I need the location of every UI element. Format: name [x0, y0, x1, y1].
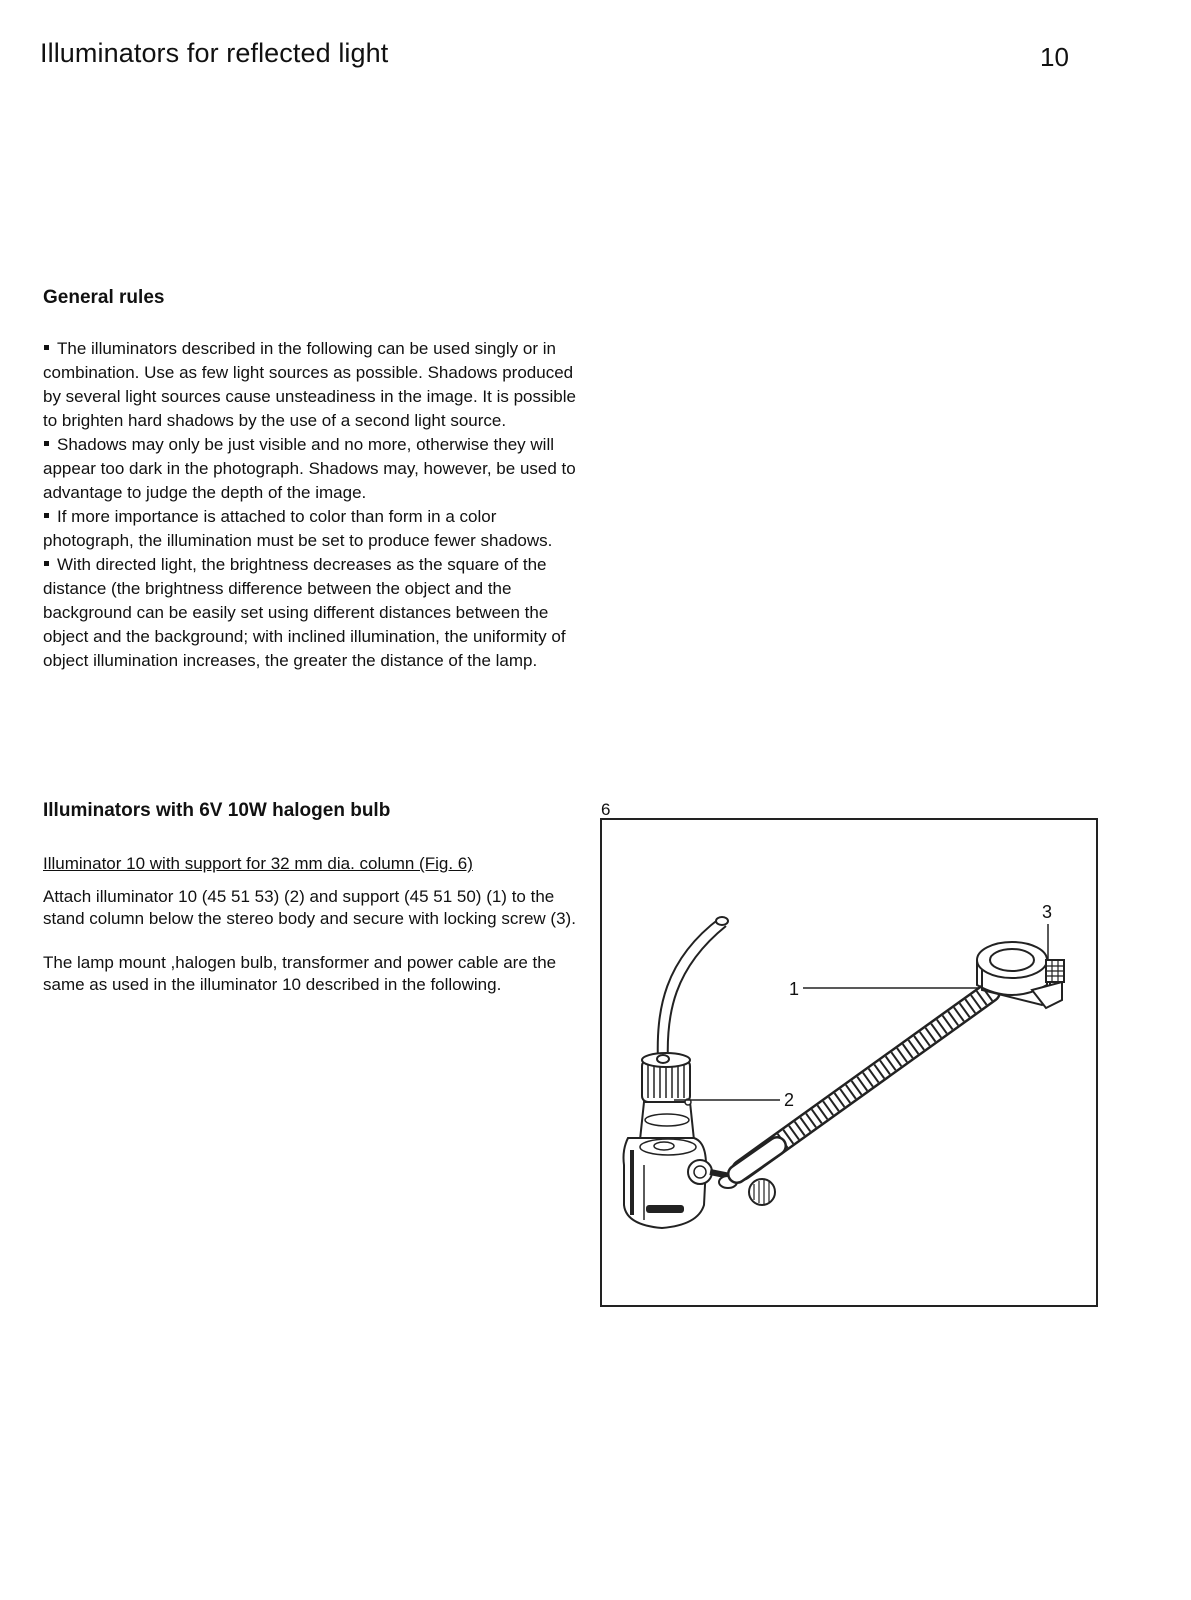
rule-item — [43, 433, 583, 505]
connector-knob-center — [694, 1166, 706, 1178]
support-ring-hole — [990, 949, 1034, 971]
cap-knurling — [648, 1064, 684, 1098]
lamp-note: The lamp mount ,halogen bulb, transformer and power cable are the same as used in the illuminator 10 described in the following. — [43, 953, 557, 994]
housing-opening — [654, 1142, 674, 1150]
rule-item — [43, 337, 583, 433]
general-rules-heading: General rules — [43, 287, 165, 308]
rule-text: If more importance is attached to color than form in a color photograph, the illumination must be set to produce fewer shadows. — [43, 507, 553, 550]
bullet-icon — [44, 561, 49, 566]
callout-1: 1 — [789, 979, 800, 999]
page-title: Illuminators for reflected light — [40, 38, 389, 68]
bullet-icon — [44, 345, 49, 350]
rule-text: With directed light, the brightness decreases as the square of the distance (the brightness difference between the object and the background can be easily set using different distances between the object and the background; with inclined illumination, the uniformity of object illumination increases, the greater the distance of the lamp. — [43, 555, 566, 670]
figure-6-frame — [600, 818, 1098, 1307]
rule-text: The illuminators described in the following can be used singly or in combination. Use as few light sources as possible. Shadows produced by several light sources cause unsteadiness in the image. It is possible to brighten hard shadows by the use of a second light source. — [43, 339, 576, 430]
attach-instructions: Attach illuminator 10 (45 51 53) (2) and support (45 51 50) (1) to the stand column below the stereo body and secure with locking screw (3). — [43, 887, 576, 928]
figure-number: 6 — [601, 800, 611, 819]
callout-2: 2 — [784, 1090, 795, 1110]
halogen-section-heading: Illuminators with 6V 10W halogen bulb — [43, 800, 391, 821]
illuminator-subheading: Illuminator 10 with support for 32 mm dia. column (Fig. 6) — [43, 854, 473, 873]
housing-slot — [646, 1205, 684, 1213]
power-cable-edge — [668, 926, 726, 1062]
bullet-icon — [44, 441, 49, 446]
rule-item — [43, 553, 583, 673]
cable-entry — [657, 1055, 669, 1063]
lock-knob — [749, 1179, 775, 1205]
illuminator-drawing — [602, 820, 1096, 1305]
callout-3: 3 — [1042, 902, 1053, 922]
bullet-icon — [44, 513, 49, 518]
rule-text: Shadows may only be just visible and no more, otherwise they will appear too dark in the photograph. Shadows may, however, be used to advantage to judge the depth of the image. — [43, 435, 576, 502]
rule-item — [43, 505, 583, 553]
cable-end — [716, 917, 728, 925]
page-number: 10 — [1040, 42, 1069, 72]
general-rules-list — [43, 337, 583, 673]
